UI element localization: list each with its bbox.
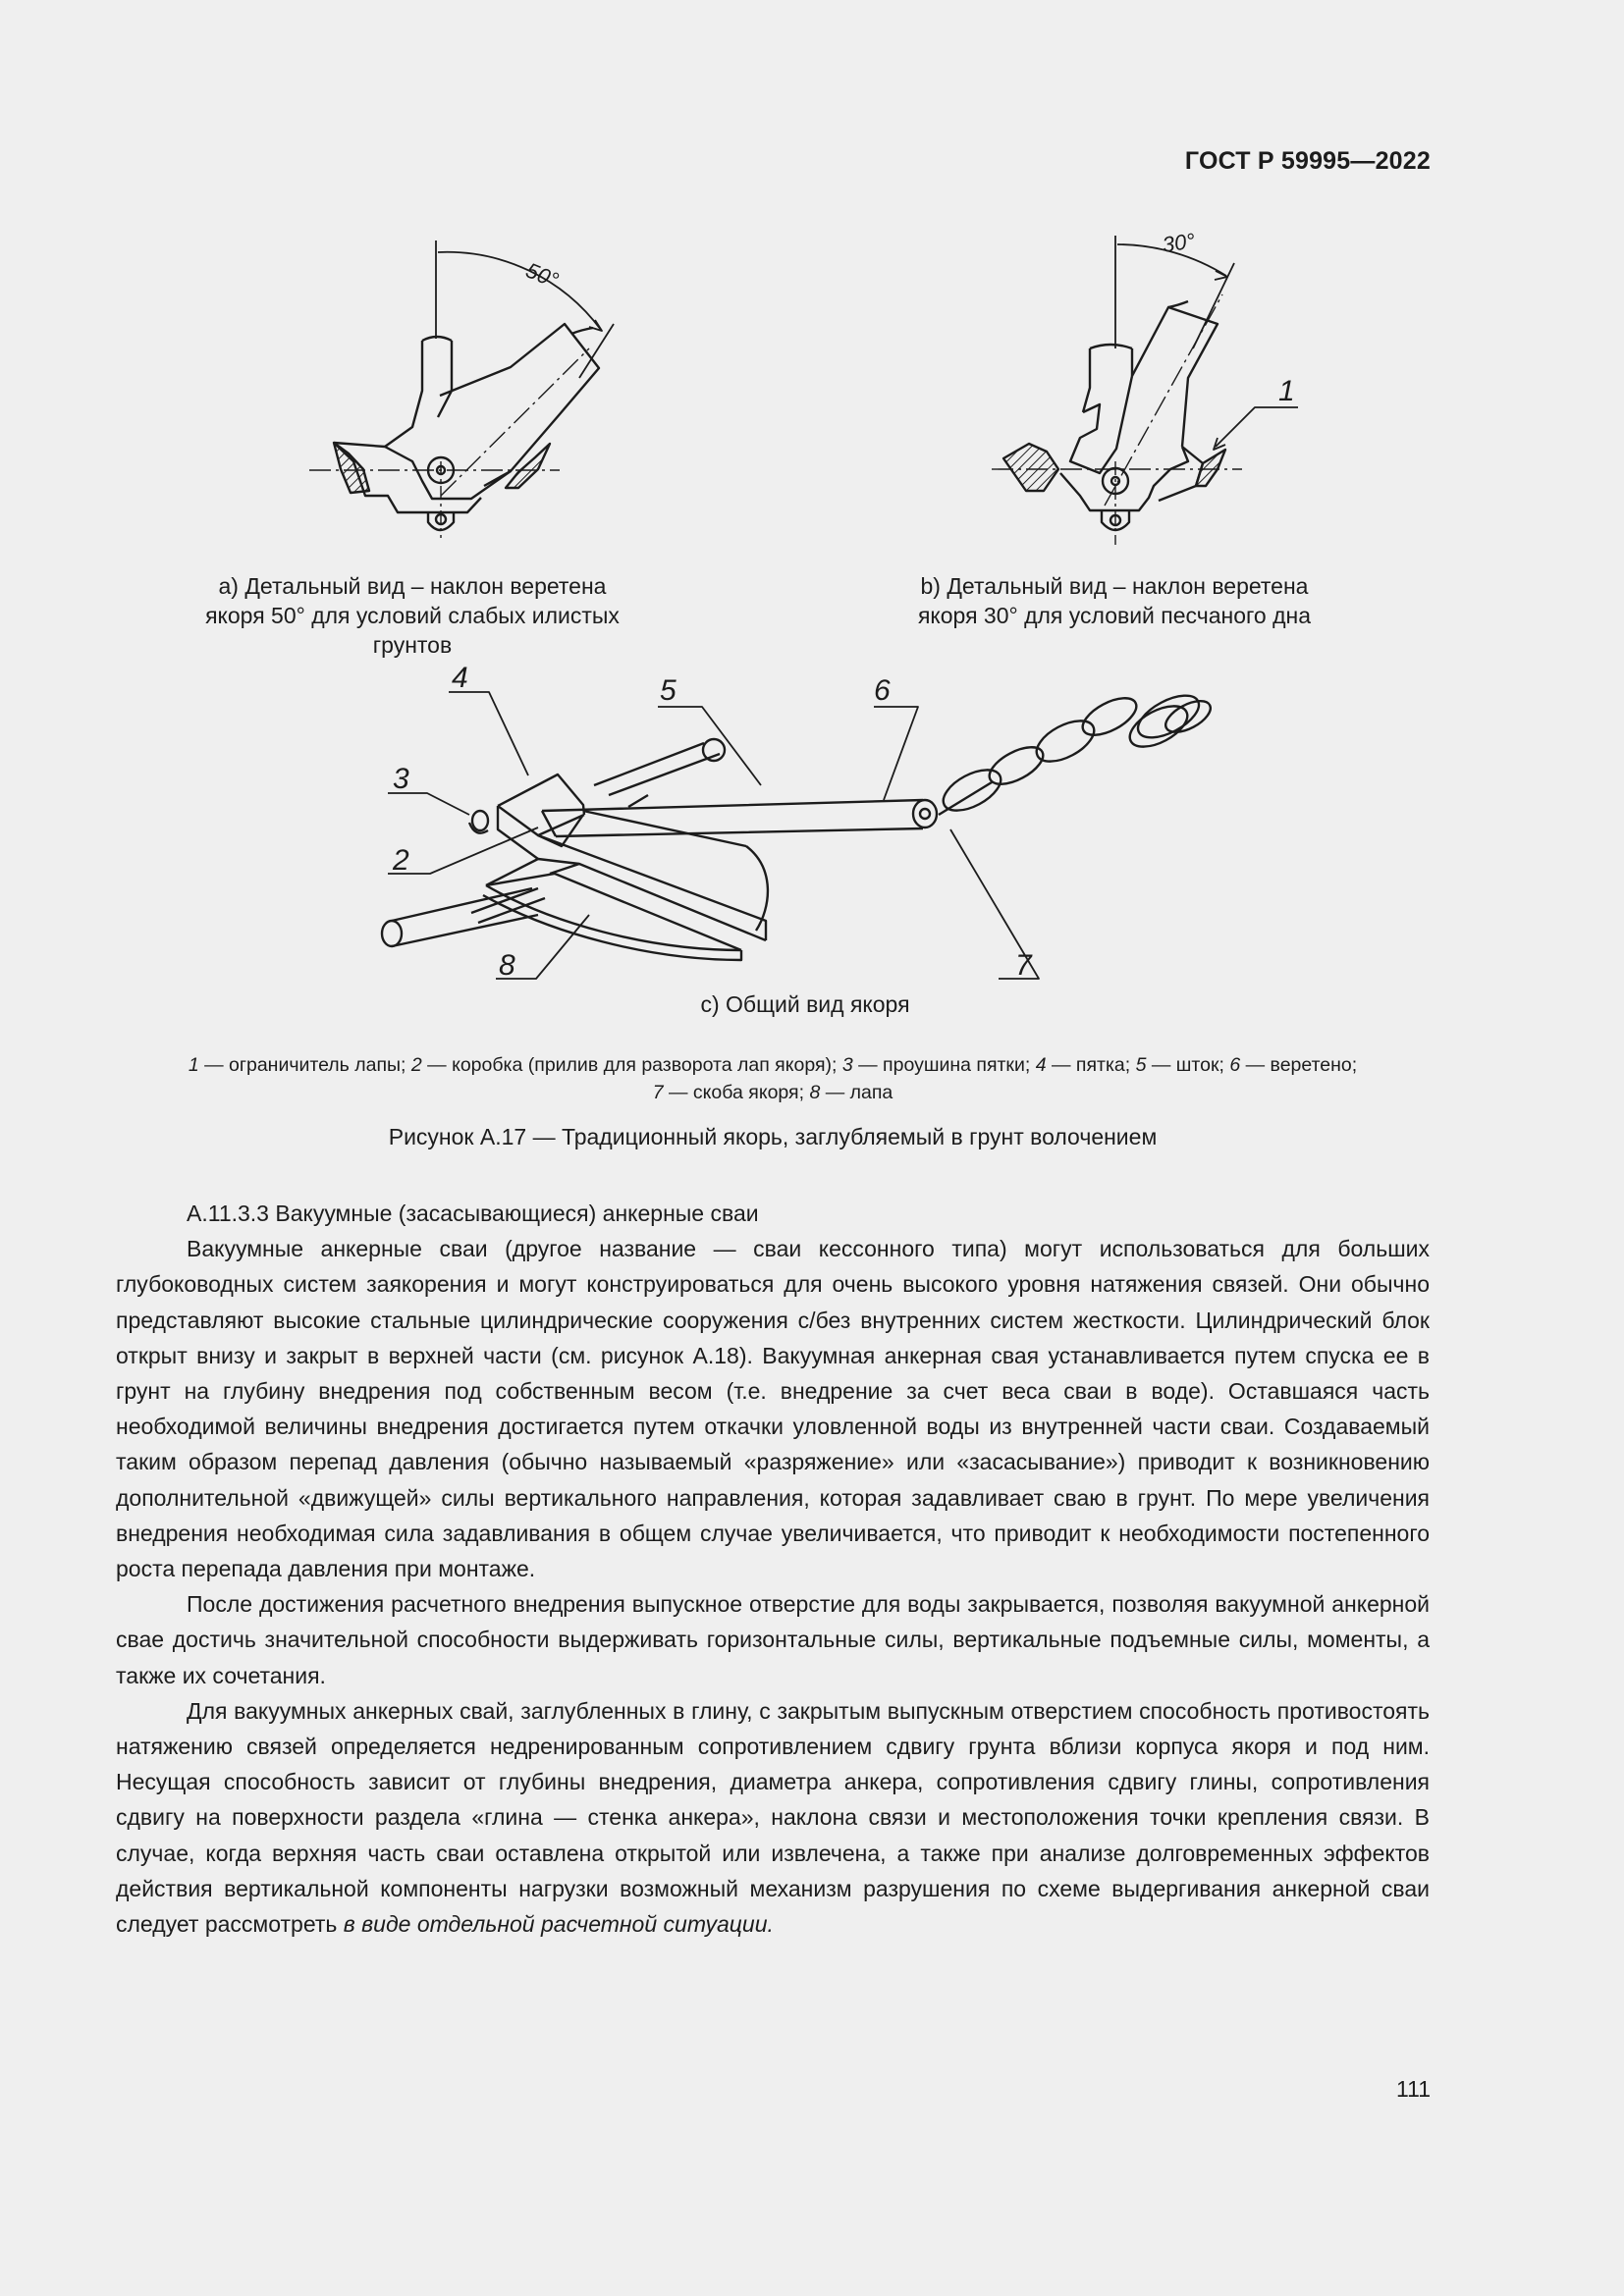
figure-legend: 1 — ограничитель лапы; 2 — коробка (прилив для разворота лап якоря); 3 — проушина пятки; 4 — пятка; 5 — шток; 6 — веретено; 7 — скоба якоря; 8 — лапа bbox=[188, 1054, 1358, 1103]
figure-title: Рисунок А.17 — Традиционный якорь, заглубляемый в грунт волочением bbox=[388, 1124, 1158, 1149]
caption-view-a: а) Детальный вид – наклон веретена якоря 50° для условий слабых илистых грунтов bbox=[205, 573, 620, 658]
angle-label-b: 30° bbox=[1161, 228, 1197, 257]
callout-5: 5 bbox=[660, 674, 677, 707]
angle-label-a: 50° bbox=[522, 257, 563, 294]
callout-2: 2 bbox=[393, 844, 409, 877]
section-body bbox=[116, 1196, 1430, 1942]
paragraph: Для вакуумных анкерных свай, заглубленных в глину, с закрытым выпускным отверстием способность противостоять натяжению связей определяется недренированным сопротивлением сдвигу грунта вблизи корпуса якоря и под ним. Несущая способность зависит от глубины внедрения, диаметра анкера, сопротивления сдвигу глины, сопротивления сдвигу на поверхности раздела «глина — стенка анкера», наклона связи и местоположения точки крепления связи. В случае, когда верхняя часть сваи оставлена открытой или извлечена, а также при анализе долговременных эффектов действия вертикальной компоненты нагрузки возможный механизм разрушения по схеме выдергивания анкерной сваи следует рассмотреть в виде отдельной расчетной ситуации. bbox=[116, 1697, 1430, 1938]
detail-view-a-drawing bbox=[309, 240, 614, 538]
caption-view-b: b) Детальный вид – наклон веретена якоря 30° для условий песчаного дна bbox=[917, 573, 1312, 628]
callout-3: 3 bbox=[393, 763, 409, 795]
paragraph: После достижения расчетного внедрения выпускное отверстие для воды закрывается, позволяя вакуумной анкерной свае достичь значительной способности выдерживать горизонтальные силы, вертикальные подъемные силы, моменты, а также их сочетания. bbox=[116, 1591, 1430, 1688]
page-number: 111 bbox=[1396, 2076, 1431, 2102]
general-view-c-drawing bbox=[382, 687, 1216, 979]
callout-4: 4 bbox=[452, 662, 468, 694]
document-id: ГОСТ Р 59995—2022 bbox=[1184, 147, 1431, 175]
detail-view-b-drawing bbox=[992, 236, 1298, 545]
callout-6: 6 bbox=[874, 674, 891, 707]
paragraph: Вакуумные анкерные сваи (другое название — сваи кессонного типа) могут использоваться для больших глубоководных систем заякорения и могут конструироваться для очень высокого уровня натяжения связей. Они обычно представляют высокие стальные цилиндрические сооружения с/без внутренних систем жесткости. Цилиндрический блок открыт внизу и закрыт в верхней части (см. рисунок А.18). Вакуумная анкерная свая устанавливается путем спуска ее в грунт на глубину внедрения под собственным весом (т.е. внедрение за счет веса сваи в воде). Оставшаяся часть необходимой величины внедрения достигается путем откачки уловленной воды из внутренней части сваи. Создаваемый таким образом перепад давления (обычно называемый «разряжение» или «засасывание») приводит к возникновению дополнительной «движущей» силы вертикального направления, которая задавливает сваю в грунт. По мере увеличения внедрения необходимая сила задавливания в общем случае увеличивается, что приводит к необходимости постепенного роста перепада давления при монтаже. bbox=[116, 1236, 1430, 1582]
caption-view-c: с) Общий вид якоря bbox=[700, 991, 910, 1017]
anchor-figure bbox=[0, 0, 1624, 1041]
callout-8: 8 bbox=[499, 949, 515, 982]
section-heading: А.11.3.3 Вакуумные (засасывающиеся) анкерные сваи bbox=[187, 1201, 759, 1226]
callout-1: 1 bbox=[1278, 375, 1295, 407]
callout-7: 7 bbox=[1015, 949, 1032, 982]
